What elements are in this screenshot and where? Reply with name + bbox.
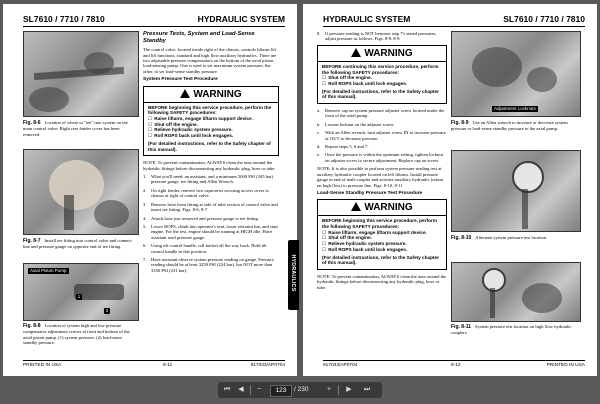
warning-title: WARNING xyxy=(318,200,446,216)
left-page-header xyxy=(23,14,285,27)
warning-item: ☐ Shut off the engine. xyxy=(318,235,446,241)
figure-8-11-photo xyxy=(451,262,581,322)
intro-paragraph: The control valve, located inside right of the chassis, controls liftarm lift and lift functions, standard and high flow auxiliary hydraulics. There are two adjustable pressure compensators on the bottom of the axial piston load-sensing pump. One is used to set maximum system pressure, the other, to set load-sense standby pressure. xyxy=(143,47,277,74)
right-header-section: HYDRAULIC SYSTEM xyxy=(323,14,411,24)
warning-item: ☐ Raise liftarm, engage liftarm support device. xyxy=(318,230,446,236)
warning-item: ☐ Shut off the engine. xyxy=(318,75,446,81)
caption-text: Install tee fitting into control valve and connect line and pressure gauge on opposite end of tee fitting. xyxy=(23,238,132,250)
substep-item: b. Loosen locknut on the adjuster screw. xyxy=(317,121,395,127)
subsection-title: System Pressure Test Procedure xyxy=(143,77,218,83)
warning-tail: (For detailed instructions, refer to the Safety chapter of this manual). xyxy=(148,140,271,152)
substep-item: a. Remove cap on system pressure adjuster screw located under the front of the axial pump. xyxy=(317,108,445,119)
page-number-input[interactable]: 123 xyxy=(270,385,292,397)
pdf-navigation-toolbar xyxy=(218,382,382,398)
figure-label: Fig. 8-10 xyxy=(451,235,472,241)
figure-8-10-caption xyxy=(451,235,579,241)
warning-box xyxy=(143,86,279,157)
warning-lead: BEFORE beginning this service procedure, perform the following SAFETY procedures: xyxy=(322,218,437,230)
right-page-header xyxy=(323,14,585,27)
warning-item: ☐ Roll ROPS back until lock engages. xyxy=(318,81,446,87)
axial-piston-pump-label: Axial Piston Pump xyxy=(30,268,67,273)
previous-page-icon[interactable]: ◀ xyxy=(238,386,244,393)
figure-8-8-caption xyxy=(23,323,137,346)
warning-lead: BEFORE continuing this service procedure, perform the following SAFETY procedures: xyxy=(322,63,439,75)
figure-8-6-photo xyxy=(23,31,139,117)
warning-item: ☐ Relieve hydraulic system pressure. xyxy=(144,127,278,133)
last-page-icon[interactable]: ⏭ xyxy=(363,386,371,393)
left-text-column xyxy=(143,31,279,276)
warning-item: ☐ Raise liftarm, engage liftarm support device. xyxy=(144,116,278,122)
footer-printed: PRINTED IN USA xyxy=(23,363,62,368)
figure-8-8-photo xyxy=(23,263,139,321)
footer-page-number: 8-12 xyxy=(451,363,461,368)
figure-label: Fig. 8-7 xyxy=(23,238,41,244)
warning-item: ☐ Roll ROPS back until lock engages. xyxy=(144,133,278,139)
caption-text: Location of system high and low pressure compensator adjustment screws at front and bottom of the axial piston pump. (1) system pressure, (2) load-sense standby pressure. xyxy=(23,323,130,346)
footer-page-number: 8-11 xyxy=(163,363,173,368)
zoom-in-icon[interactable]: + xyxy=(326,386,332,393)
left-page-footer xyxy=(23,360,285,371)
caption-text: Alternate system pressure test location. xyxy=(475,235,548,240)
warning-triangle-icon xyxy=(351,202,361,211)
left-page xyxy=(3,4,297,376)
section-title: Pressure Tests, System and Load-Sense Standby xyxy=(143,31,255,44)
step-item: 1. What you'll need: an assistant, and a minimum 5000 PSI (345 bar) pressure gauge, tee fitting and Allen Wrench. xyxy=(143,174,274,185)
figure-8-10-photo xyxy=(451,150,581,232)
right-page xyxy=(303,4,597,376)
warning-tail: (For detailed instructions, refer to the Safety chapter of this manual). xyxy=(322,88,439,100)
right-text-column xyxy=(317,31,447,293)
left-header-model: SL7610 / 7710 / 7810 xyxy=(23,14,105,24)
subsection-title: Load-Sense Standby Pressure Test Procedure xyxy=(317,190,423,196)
warning-triangle-icon xyxy=(351,48,361,57)
substep-item: e. Once the pressure is within the optimum setting, tighten locknut on adjuster screw to secure adjustment. Replace cap on screw. xyxy=(317,152,443,163)
callout-1: 1 xyxy=(77,294,81,299)
step-item: 5. Lower ROPS, climb into operator's seat, lower restraint bar, and start engine. For the test, engine should be running at HIGH idle. Have assistant read pressure gauge. xyxy=(143,223,278,240)
warning-lead: BEFORE beginning this service procedure, perform the following SAFETY procedures: xyxy=(148,104,272,116)
step-item: 6. Using tilt control handle, roll bucket all the way back. Hold tilt control handle in this position. xyxy=(143,243,267,254)
figure-8-9-caption xyxy=(451,120,579,132)
warning-box-2 xyxy=(317,199,447,270)
warning-title: WARNING xyxy=(318,46,446,62)
warning-triangle-icon xyxy=(180,89,190,98)
substep-item: d. Repeat steps 5, 6 and 7. xyxy=(317,144,369,150)
figure-label: Fig. 8-11 xyxy=(451,324,472,330)
step-item: 7. Have assistant observe system pressure reading on gauge. Pressure reading should be at least 3250 PSI (224 bar), but NOT more than 3350 PSI (231 bar). xyxy=(143,256,274,273)
footer-doc-code: 917033/AP0704 xyxy=(323,363,358,368)
note-paragraph: NOTE: It is also possible to perform system pressure reading test at auxiliary hydraulic coupler located on left liftarm. Install pressure gauge in end of male coupler and activate auxiliary hydraulic (return on high flow) to pressure line. Figs. 8-10, 8-11 xyxy=(317,166,444,188)
caption-text: Location of where to "tee" into system on the main control valve. Right rear fender cover has been removed. xyxy=(23,120,128,137)
footer-doc-code: 917033/AP0704 xyxy=(250,363,285,368)
next-page-icon[interactable]: ▶ xyxy=(346,386,352,393)
figure-8-6-caption xyxy=(23,120,137,137)
warning-title: WARNING xyxy=(144,87,278,103)
note-paragraph: NOTE: To prevent contamination, ALWAYS clean the area around the hydraulic fittings before disconnecting any hydraulic plug, hose or tube. xyxy=(143,160,276,171)
footer-printed: PRINTED IN USA xyxy=(546,363,585,368)
total-pages: / 230 xyxy=(294,386,309,393)
step-item: 3. Remove hose from fitting at side of inlet section of control valve and insert tee fitting. Figs. 8-6, 8-7 xyxy=(143,201,278,213)
figure-8-11-caption xyxy=(451,324,579,336)
step-item: 8. If pressure reading is NOT between step 7's stated pressures, adjust pressure as follows. Figs. 8-8, 8-9. xyxy=(317,31,437,42)
left-header-section: HYDRAULIC SYSTEM xyxy=(197,14,285,24)
warning-tail: (For detailed instructions, refer to the Safety chapter of this manual). xyxy=(322,254,439,266)
right-page-footer xyxy=(323,360,585,371)
warning-item: ☐ Roll ROPS back until lock engages. xyxy=(318,247,446,253)
figure-label: Fig. 8-8 xyxy=(23,323,41,329)
figure-8-7-caption xyxy=(23,238,137,250)
hydraulics-side-tab: HYDRAULICS xyxy=(288,240,299,310)
figure-label: Fig. 8-9 xyxy=(451,120,469,126)
caption-text: System pressure test location on high flow hydraulic couplers. xyxy=(451,324,572,336)
callout-2: 2 xyxy=(105,308,109,313)
warning-item: ☐ Shut off the engine. xyxy=(144,122,278,128)
step-item: 4. Attach hose just removed and pressure gauge to tee fitting. xyxy=(143,215,259,221)
zoom-out-icon[interactable]: − xyxy=(256,386,262,393)
step-item: 2. On right fender, remove two capscrews securing access cover to chassis at right of control valve. xyxy=(143,187,269,199)
first-page-icon[interactable]: ⏮ xyxy=(223,386,231,393)
warning-item: ☐ Relieve hydraulic system pressure. xyxy=(318,241,446,247)
figure-label: Fig. 8-6 xyxy=(23,120,41,126)
substep-item: c. With an Allen wrench, turn adjuster screw IN to increase pressure or OUT to decrease pressure. xyxy=(317,130,446,141)
adjustment-locknuts-label: Adjustment Locknuts xyxy=(494,106,536,111)
warning-box xyxy=(317,45,447,104)
note-paragraph: NOTE: To prevent contamination, ALWAYS clean the area around the hydraulic fittings before disconnecting any hydraulic plug, hose or tube. xyxy=(317,273,447,290)
caption-text: Use an Allen wrench to increase or decrease system pressure or load-sense standby pressure to the axial pump. xyxy=(451,120,568,132)
figure-8-7-photo xyxy=(23,149,139,235)
figure-8-9-photo xyxy=(451,31,581,117)
right-header-model: SL7610 / 7710 / 7810 xyxy=(503,14,585,24)
